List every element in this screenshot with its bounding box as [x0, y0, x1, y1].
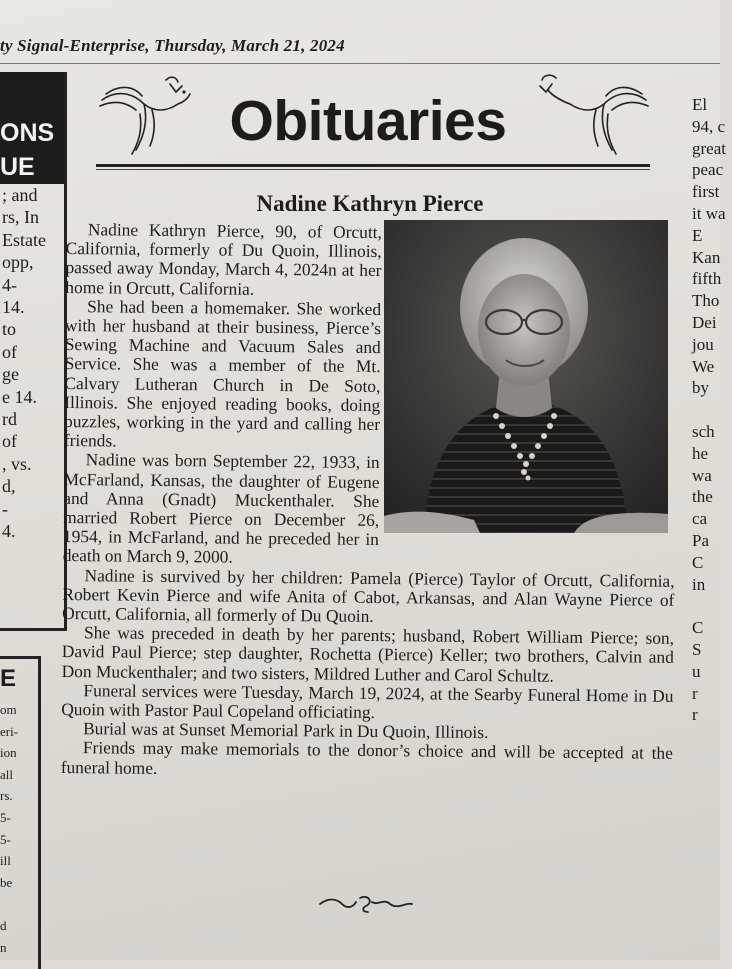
obituary-name-heading: Nadine Kathryn Pierce — [256, 191, 484, 216]
column-text-line — [692, 595, 732, 617]
column-text-line: rd — [2, 409, 17, 430]
column-text-line: great — [692, 138, 726, 158]
obituary-paragraph: Nadine is survived by her children: Pamela (Pierce) Taylor of Orcutt, California, Robert Kevin Pierce and wife Anita of Cabot, Arkansas, and Alan Wayne Pierce of Orcutt, California, all formerly of Du Quoin. — [62, 564, 675, 627]
column-text-line: Kan — [692, 247, 721, 267]
obituary-paragraph: Nadine Kathryn Pierce, 90, of Orcutt, California, formerly of Du Quoin, Illinois, passed away Monday, March 4, 2024n at her home in Orcutt, California. — [65, 219, 382, 299]
column-text-line: ca — [692, 509, 708, 529]
column-text-line: , vs. — [2, 453, 32, 474]
column-text-line: 5- — [0, 809, 11, 825]
column-text-line: E — [692, 225, 703, 245]
column-text-line: by — [692, 378, 709, 398]
left-header-line: UE — [0, 153, 35, 181]
column-text-line: to — [2, 319, 17, 340]
column-text-line: - — [2, 498, 8, 519]
end-ornament-icon — [318, 892, 414, 921]
column-text-line: 14. — [2, 297, 25, 318]
column-text-line: peac — [692, 160, 724, 180]
column-text-line: sch — [692, 421, 715, 441]
column-text-line: Tho — [692, 291, 720, 311]
column-text-line: e 14. — [2, 386, 37, 407]
column-text-line: r — [692, 683, 698, 703]
column-text-line: S — [692, 639, 702, 659]
column-text-line: jou — [692, 334, 714, 354]
column-text-line: first — [692, 182, 720, 202]
column-text-line: El — [692, 95, 708, 114]
obituary-paragraph: Burial was at Sunset Memorial Park in Du Quoin, Illinois. — [83, 718, 489, 743]
obituary-paragraph: Nadine was born September 22, 1933, in McFarland, Kansas, the daughter of Eugene and Anna (Gnadt) Muckenthaler. She married Robert Pierce on December 26, 1954, in McFarland, and he preceded her in death on March 9, 2000. — [62, 449, 380, 568]
column-text-line: it wa — [692, 203, 726, 223]
column-text-line: 4. — [2, 521, 16, 542]
column-text-line: wa — [692, 465, 712, 485]
column-text-line: om — [0, 702, 17, 717]
left-column-text — [0, 184, 64, 543]
dove-ornament-right-icon — [528, 70, 652, 167]
column-text-line: r — [692, 705, 698, 725]
column-text-line: eri- — [0, 723, 19, 739]
right-column-text — [692, 94, 732, 726]
column-text-line — [692, 399, 732, 421]
column-text-line: ill — [0, 853, 11, 869]
left-lower-header: E — [0, 665, 17, 692]
column-text-line: u — [692, 661, 701, 681]
column-text-line: C — [692, 552, 704, 572]
masthead: ty Signal-Enterprise, Thursday, March 21, 2024 — [0, 36, 345, 55]
column-text-line: fifth — [692, 269, 722, 289]
column-text-line: be — [0, 874, 13, 890]
column-text-line: ge — [2, 364, 19, 385]
left-column-box — [0, 72, 67, 631]
column-text-line: Pa — [692, 530, 709, 550]
obituary-paragraph: She had been a homemaker. She worked with her husband at their business, Pierce’s Sewing Machine and Vacuum Sales and Service. She was a member of the Mt. Calvary Lutheran Church in De Soto, Illinois. She enjoyed reading books, doing puzzles, working in the yard and calling her friends. — [63, 296, 382, 451]
column-text-line: ; and — [2, 185, 38, 205]
masthead-rule — [0, 63, 720, 64]
left-column-header — [0, 72, 64, 184]
column-text-line: 94, c — [692, 116, 726, 136]
column-text-line: d — [0, 917, 7, 933]
left-lower-text — [0, 699, 38, 958]
banner-rule-thin — [96, 169, 650, 170]
column-text-line: 5- — [0, 831, 11, 847]
column-text-line: rs, In — [2, 207, 39, 228]
column-text-line: C — [692, 618, 704, 638]
obituary-paragraph: Funeral services were Tuesday, March 19, 2024, at the Searby Funeral Home in Du Quoin with Pastor Paul Copeland officiating. — [61, 680, 674, 723]
column-text-line: We — [692, 356, 715, 376]
column-text-line: the — [692, 487, 713, 507]
column-text-line: he — [692, 443, 709, 463]
column-text-line: Estate — [2, 229, 46, 250]
dove-ornament-left-icon — [96, 70, 192, 167]
column-text-line: n — [0, 939, 7, 955]
column-text-line: in — [692, 574, 706, 594]
column-text-line: of — [2, 431, 17, 452]
obituary-paragraph: Friends may make memorials to the donor’s choice and will be accepted at the funeral home. — [60, 737, 674, 778]
column-text-line: ion — [0, 745, 17, 761]
column-text-line — [0, 893, 38, 915]
left-header-line: ONS — [0, 119, 55, 147]
column-text-line: d, — [2, 476, 16, 497]
column-text-line: 4- — [2, 274, 17, 295]
obituary-body — [61, 220, 678, 783]
obituary-paragraph: She was preceded in death by her parents; husband, Robert William Pierce; son, David Paul Pierce; step daughter, Rochetta (Pierce) Keller; two brothers, Calvin and Don Muckenthaler; and two sisters, Mildred Luther and Carol Schultz. — [61, 622, 675, 686]
left-column-box-lower — [0, 656, 41, 969]
column-text-line: Dei — [692, 312, 717, 332]
section-title: Obituaries — [229, 89, 507, 153]
column-text-line: of — [2, 341, 17, 362]
column-text-line: all — [0, 766, 13, 782]
photo-wrap-space — [379, 223, 678, 556]
column-text-line: opp, — [2, 252, 34, 273]
column-text-line: rs. — [0, 788, 13, 804]
banner-rule — [96, 164, 650, 167]
